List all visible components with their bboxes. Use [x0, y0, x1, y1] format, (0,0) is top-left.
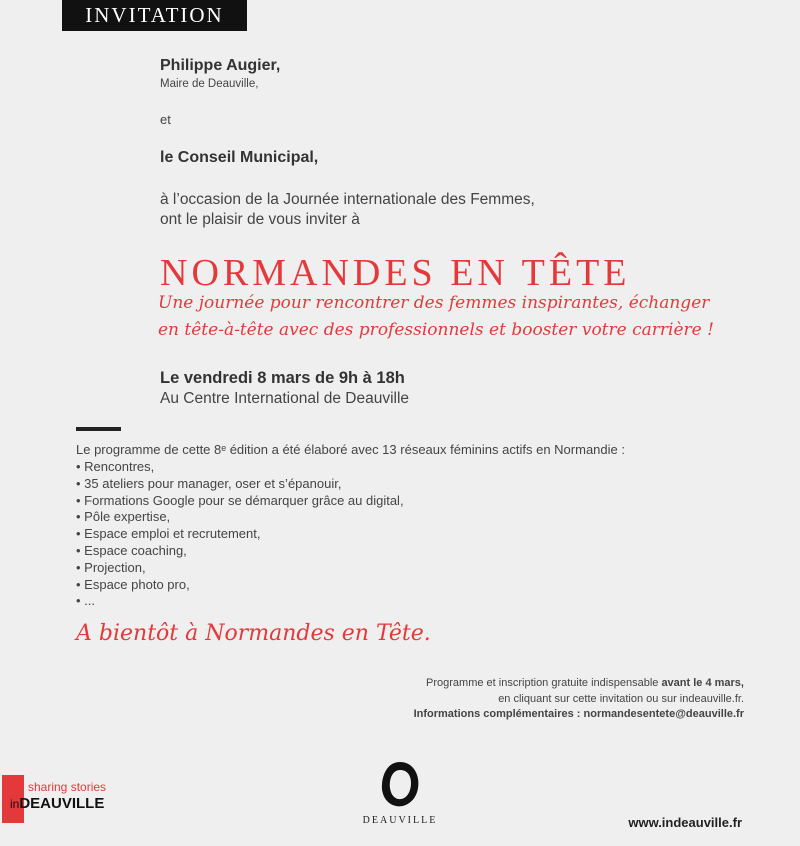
event-tagline-1: Une journée pour rencontrer des femmes inspirantes, échanger [158, 293, 710, 313]
programme-list [76, 459, 404, 610]
event-place: Au Centre International de Deauville [160, 390, 410, 407]
closing-line: A bientôt à Normandes en Tête. [76, 621, 431, 646]
host-name: Philippe Augier, [160, 57, 281, 74]
indeauville-logo [10, 795, 104, 812]
event-title: NORMANDES EN TÊTE [160, 252, 631, 294]
list-item: • Projection, [76, 559, 146, 575]
website-link[interactable]: www.indeauville.fr [628, 815, 742, 830]
footer-info [414, 676, 744, 723]
footer-line-1: Programme et inscription gratuite indispensable avant le 4 mars, [426, 677, 744, 689]
list-item: • Espace photo pro, [76, 576, 190, 592]
list-item: • 35 ateliers pour manager, oser et s’épanouir, [76, 475, 342, 491]
host-title: Maire de Deauville, [160, 78, 259, 90]
list-item: • Espace emploi et recrutement, [76, 526, 261, 542]
footer-line-2[interactable]: en cliquant sur cette invitation ou sur indeauville.fr. [498, 692, 744, 705]
footer-line-3[interactable]: Informations complémentaires : normandesentete@deauville.fr [413, 708, 744, 720]
deauville-logo-text: DEAUVILLE [362, 815, 438, 826]
logo-brand: DEAUVILLE [19, 795, 105, 812]
logo-in: in [10, 797, 20, 811]
invitation-tag: INVITATION [62, 0, 247, 31]
event-date: Le vendredi 8 mars de 9h à 18h [160, 369, 405, 387]
logo-tagline: sharing stories [28, 780, 107, 794]
event-tagline-2: en tête-à-tête avec des professionnels et booster votre carrière ! [158, 320, 714, 340]
intro-line-1: à l’occasion de la Journée internationale des Femmes, [160, 191, 535, 208]
list-item: • Espace coaching, [76, 542, 187, 558]
intro-line-2: ont le plaisir de vous inviter à [160, 211, 360, 228]
list-item: • ... [76, 593, 95, 609]
council-name: le Conseil Municipal, [160, 149, 319, 166]
section-divider [76, 427, 121, 431]
list-item: • Rencontres, [76, 459, 155, 474]
conjunction: et [160, 112, 171, 127]
programme-intro: Le programme de cette 8ᵉ édition a été élaboré avec 13 réseaux féminins actifs en Normandie : [76, 442, 625, 457]
list-item: • Pôle expertise, [76, 509, 171, 525]
deauville-logo-icon [378, 758, 422, 810]
list-item: • Formations Google pour se démarquer grâce au digital, [76, 492, 404, 508]
deadline: avant le 4 mars, [661, 677, 744, 689]
